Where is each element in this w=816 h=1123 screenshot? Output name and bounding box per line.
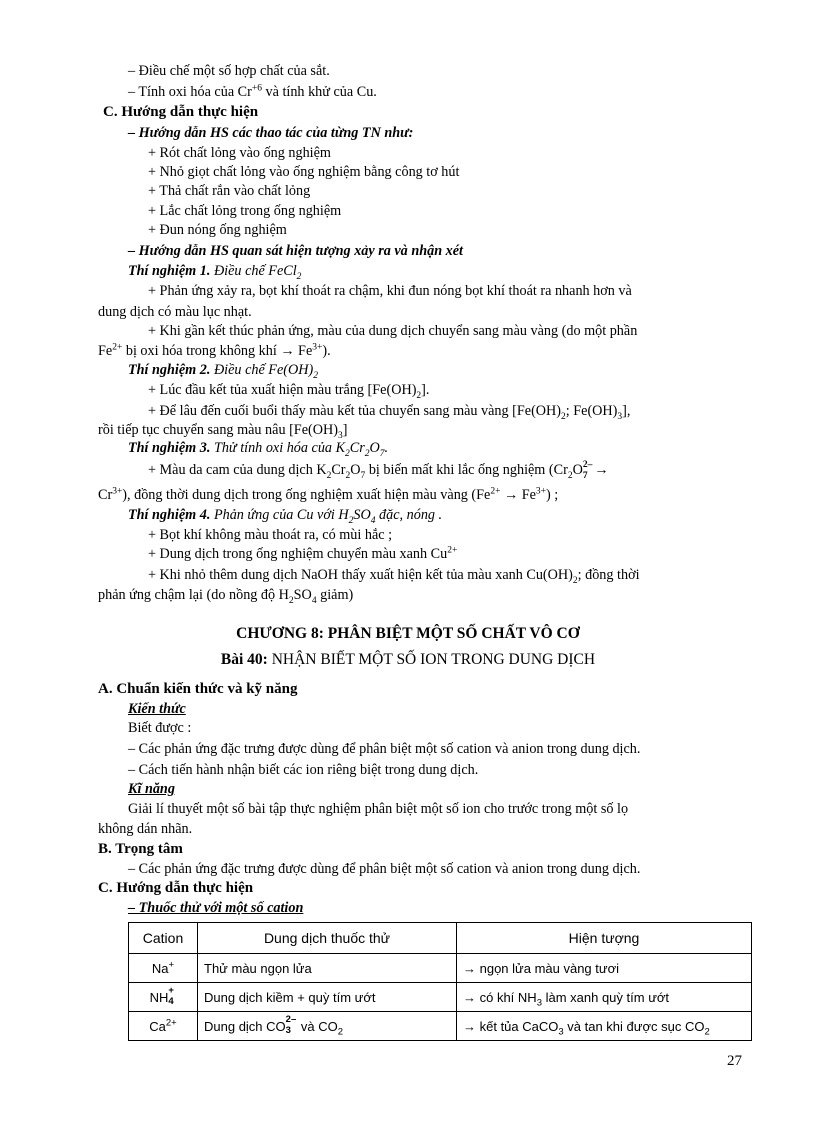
text-line: – Cách tiến hành nhận biết các ion riêng biệt trong dung dịch. bbox=[128, 762, 479, 778]
subheading: – Thuốc thử với một số cation bbox=[128, 900, 304, 916]
page-number: 27 bbox=[727, 1053, 742, 1069]
experiment-title: Thí nghiệm 1. Điều chế FeCl$_2$ bbox=[128, 263, 302, 282]
table-row bbox=[129, 983, 752, 1012]
phenomenon-cell: → kết tủa CaCO$_3$ và tan khi được sục $CO_2$ bbox=[457, 1012, 752, 1041]
table-header: Hiện tượng bbox=[457, 923, 752, 954]
text-line: + Khi nhỏ thêm dung dịch NaOH thấy xuất hiện kết tủa màu xanh $Cu(OH)_2$; đồng thời bbox=[148, 567, 640, 586]
list-item: + Rót chất lỏng vào ống nghiệm bbox=[148, 145, 331, 161]
chapter-title: CHƯƠNG 8: PHÂN BIỆT MỘT SỐ CHẤT VÔ CƠ bbox=[236, 625, 580, 642]
subheading: Kĩ năng bbox=[128, 781, 175, 797]
cation-reagent-table bbox=[128, 922, 752, 1041]
text-line: phản ứng chậm lại (do nồng độ $H_2SO_4$ giảm) bbox=[98, 587, 354, 606]
experiment-title: Thí nghiệm 3. Thử tính oxi hóa của $K_2Cr_2O_7$. bbox=[128, 440, 389, 459]
text-line: rồi tiếp tục chuyển sang màu nâu $[Fe(OH)_3]$ bbox=[98, 422, 348, 441]
section-heading: C. Hướng dẫn thực hiện bbox=[98, 880, 254, 896]
reagent-cell: Dung dịch kiềm + quỳ tím ướt bbox=[198, 983, 457, 1012]
text-line: $Fe^{2+}$ bị oxi hóa trong không khí → $Fe^{3+}$). bbox=[98, 342, 331, 359]
reagent-cell: Thử màu ngọn lửa bbox=[198, 954, 457, 983]
cation-cell: $Ca^{2+}$ bbox=[129, 1012, 198, 1041]
text-line: + Để lâu đến cuối buổi thấy màu kết tủa chuyển sang màu vàng [$Fe(OH)_2$; $Fe(OH)_3$], bbox=[148, 403, 631, 422]
text-line: – Tính oxi hóa của $Cr^{+6}$ và tính khử của Cu. bbox=[128, 83, 377, 100]
table-header: Cation bbox=[129, 923, 198, 954]
text-line: + Dung dịch trong ống nghiệm chuyển màu xanh $Cu^{2+}$ bbox=[148, 545, 458, 562]
reagent-cell: Dung dịch CO 2– 3 và $CO_2$ bbox=[198, 1012, 457, 1041]
text-line: + Lúc đầu kết tủa xuất hiện màu trắng $[Fe(OH)_2]$. bbox=[148, 382, 430, 401]
section-heading: A. Chuẩn kiến thức và kỹ năng bbox=[98, 681, 298, 697]
cation-cell: Na+ bbox=[129, 954, 198, 983]
experiment-title: Thí nghiệm 4. Phản ứng của Cu với $H_2SO_4$ đặc, nóng . bbox=[128, 507, 443, 526]
text-line: dung dịch có màu lục nhạt. bbox=[98, 304, 252, 320]
subheading: – Hướng dẫn HS các thao tác của từng TN như: bbox=[128, 125, 414, 141]
cation-cell: NH + 4 bbox=[129, 983, 198, 1012]
list-item: + Nhỏ giọt chất lỏng vào ống nghiệm bằng công tơ hút bbox=[148, 164, 460, 180]
text-line: – Điều chế một số hợp chất của sắt. bbox=[128, 63, 330, 79]
table-header-row bbox=[129, 923, 752, 954]
text-line: + Phản ứng xảy ra, bọt khí thoát ra chậm, khi đun nóng bọt khí thoát ra nhanh hơn và bbox=[148, 283, 632, 299]
text-line: – Các phản ứng đặc trưng được dùng để phân biệt một số cation và anion trong dung dịch. bbox=[128, 741, 641, 757]
list-item: + Thả chất rắn vào chất lỏng bbox=[148, 183, 311, 199]
table-row bbox=[129, 1012, 752, 1041]
section-heading: B. Trọng tâm bbox=[98, 841, 183, 857]
text-line: Biết được : bbox=[128, 720, 192, 736]
list-item: + Lắc chất lỏng trong ống nghiệm bbox=[148, 203, 342, 219]
text-line: $Cr^{3+}$), đồng thời dung dịch trong ống nghiệm xuất hiện màu vàng $(Fe^{2+} \to Fe^{3+})$ ; bbox=[98, 486, 559, 503]
text-line: Giải lí thuyết một số bài tập thực nghiệm phân biệt một số ion cho trước trong một số lọ bbox=[128, 801, 629, 817]
text-line: không dán nhãn. bbox=[98, 821, 193, 837]
experiment-title: Thí nghiệm 2. Điều chế $Fe(OH)_2$ bbox=[128, 362, 318, 381]
table-header: Dung dịch thuốc thử bbox=[198, 923, 457, 954]
list-item: + Đun nóng ống nghiệm bbox=[148, 222, 287, 238]
subheading: Kiến thức bbox=[128, 701, 186, 717]
phenomenon-cell: → ngọn lửa màu vàng tươi bbox=[457, 954, 752, 983]
text-line: – Các phản ứng đặc trưng được dùng để phân biệt một số cation và anion trong dung dịch. bbox=[128, 861, 641, 877]
lesson-title: Bài 40: NHẬN BIẾT MỘT SỐ ION TRONG DUNG DỊCH bbox=[220, 651, 596, 668]
text-line: + Khi gần kết thúc phản ứng, màu của dung dịch chuyển sang màu vàng (do một phần bbox=[148, 323, 638, 339]
phenomenon-cell: → có khí $NH_3$ làm xanh quỳ tím ướt bbox=[457, 983, 752, 1012]
section-heading: C. Hướng dẫn thực hiện bbox=[103, 104, 259, 120]
text-line: + Bọt khí không màu thoát ra, có mùi hắc ; bbox=[148, 527, 393, 543]
subheading: – Hướng dẫn HS quan sát hiện tượng xảy ra và nhận xét bbox=[128, 243, 463, 259]
table-row bbox=[129, 954, 752, 983]
text-line: + Màu da cam của dung dịch $K_2Cr_2O_7$ bị biến mất khi lắc ống nghiệm ($Cr_2O$ 2– 7 → bbox=[148, 460, 609, 481]
